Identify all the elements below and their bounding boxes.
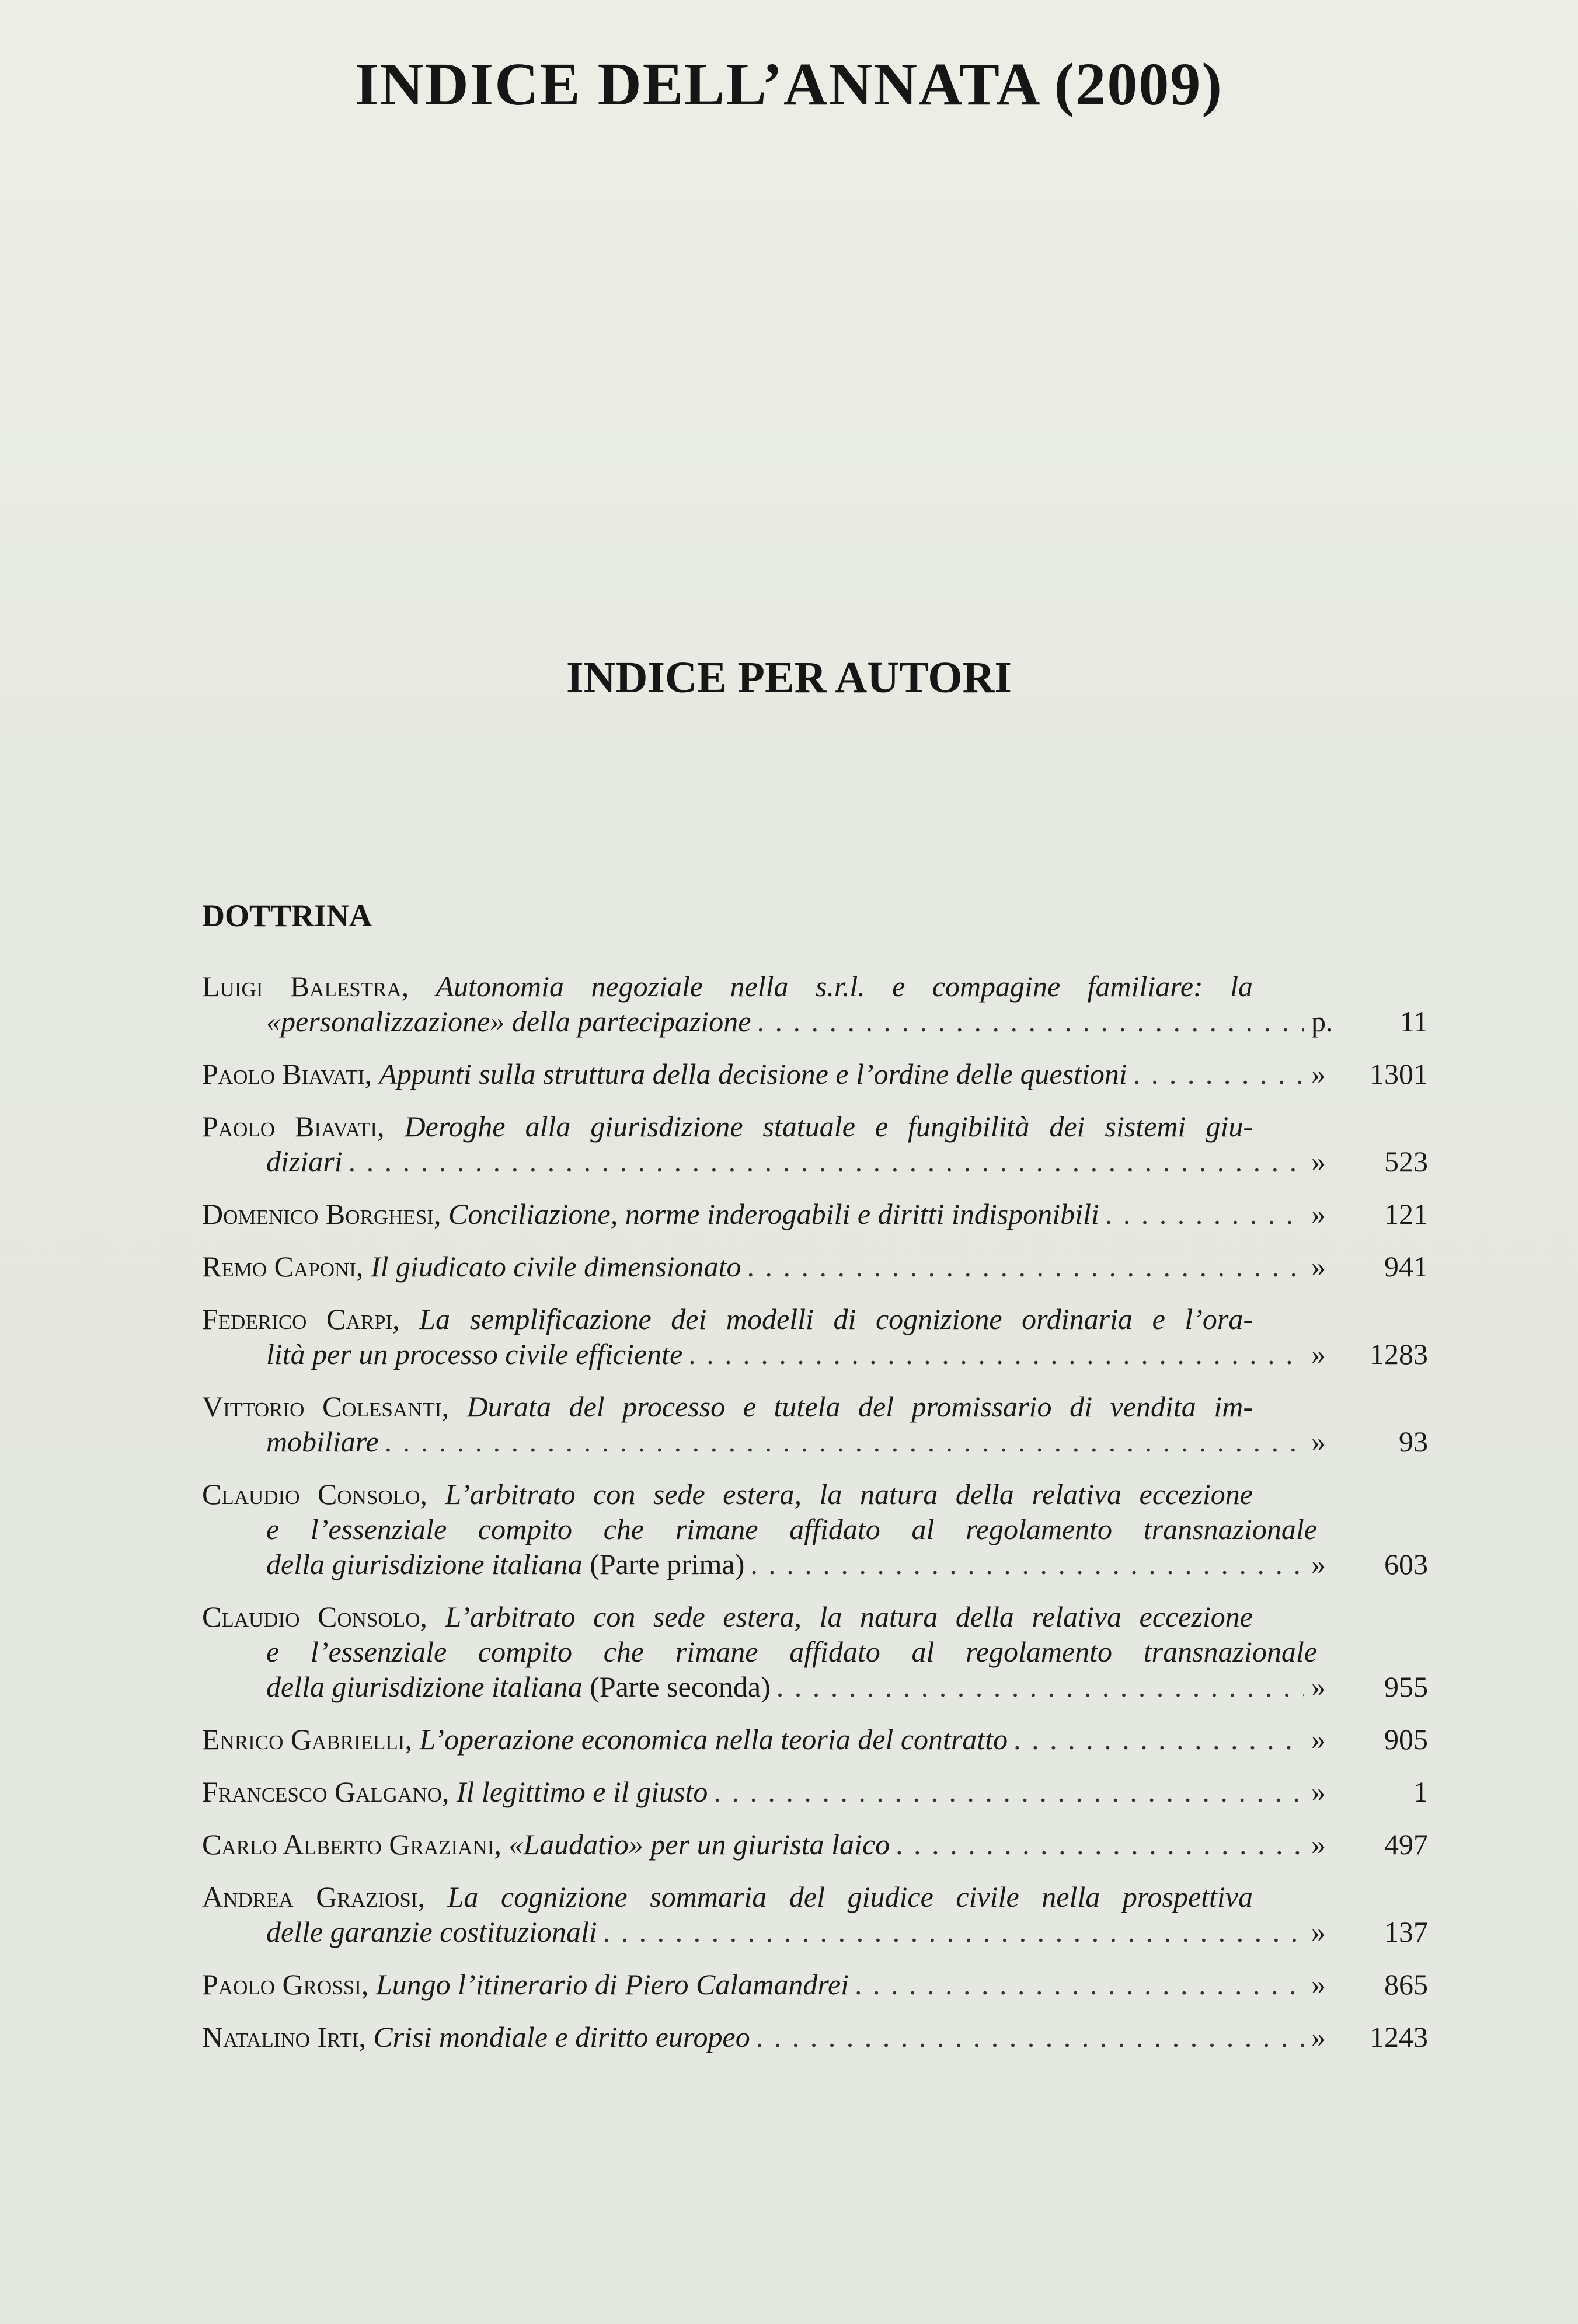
page-number: 941 <box>1384 1250 1428 1283</box>
page-marker: » <box>1311 1670 1326 1703</box>
page-marker: » <box>1311 1968 1326 2001</box>
entry-author: Claudio Consolo, <box>202 1478 427 1510</box>
page-number: 121 <box>1384 1198 1428 1230</box>
entry-author: Carlo Alberto Graziani, <box>202 1828 501 1861</box>
page-number: 1301 <box>1370 1058 1428 1090</box>
entry-line <box>202 1477 1253 1512</box>
page-marker: » <box>1311 1775 1326 1808</box>
entry-author: Francesco Galgano, <box>202 1775 450 1808</box>
page-marker: » <box>1311 2021 1326 2053</box>
entry-title: L’operazione economica nella teoria del contratto <box>419 1723 1008 1756</box>
entry-author: Vittorio Colesanti, <box>202 1390 449 1423</box>
entry-line <box>202 1337 1428 1372</box>
entry-title: Appunti sulla struttura della decisione e l’ordine delle questioni <box>379 1058 1127 1090</box>
entry-title: La semplificazione dei modelli di cognizione ordinaria e l’ora- <box>419 1303 1253 1335</box>
entry-line <box>202 1599 1253 1634</box>
entry-title: della giurisdizione italiana <box>266 1548 583 1580</box>
entry-author: Paolo Grossi, <box>202 1968 369 2001</box>
entry-line <box>202 1301 1253 1337</box>
entry-title: e l’essenziale compito che rimane affidato al regolamento transnazionale <box>266 1635 1317 1668</box>
index-entries <box>202 969 1428 2072</box>
index-entry <box>202 1967 1428 2002</box>
section-title: INDICE PER AUTORI <box>566 653 1012 702</box>
index-entry <box>202 1599 1428 1704</box>
page-number: 93 <box>1399 1425 1428 1458</box>
page-marker: » <box>1311 1915 1326 1948</box>
entry-line <box>202 1634 1317 1669</box>
entry-title: Durata del processo e tutela del promissario di vendita im- <box>466 1390 1253 1423</box>
entry-title: diziari <box>266 1145 343 1178</box>
dot-leader <box>750 1547 1304 1582</box>
dot-leader <box>385 1424 1304 1459</box>
page-number: 905 <box>1384 1723 1428 1756</box>
entry-title: Autonomia negoziale nella s.r.l. e compagine familiare: la <box>436 970 1253 1003</box>
page-marker: » <box>1311 1145 1326 1178</box>
entry-line <box>202 1914 1428 1949</box>
page-number: 865 <box>1384 1968 1428 2001</box>
entry-line <box>202 1144 1428 1179</box>
entry-author: Remo Caponi, <box>202 1250 364 1283</box>
page-marker: » <box>1311 1548 1326 1580</box>
entry-title: Il giudicato civile dimensionato <box>370 1250 741 1283</box>
entry-line <box>202 1722 1428 1757</box>
dot-leader <box>603 1914 1304 1949</box>
entry-title: «Laudatio» per un giurista laico <box>508 1828 890 1861</box>
index-entry <box>202 1109 1428 1179</box>
page-number: 1243 <box>1370 2021 1428 2053</box>
page-number: 497 <box>1384 1828 1428 1861</box>
entry-line <box>202 969 1253 1004</box>
entry-line <box>202 1827 1428 1862</box>
entry-line <box>202 1512 1317 1547</box>
entry-line <box>202 1249 1428 1284</box>
index-entry <box>202 1196 1428 1231</box>
index-entry <box>202 969 1428 1039</box>
entry-line <box>202 1424 1428 1459</box>
page-number: 1283 <box>1370 1338 1428 1370</box>
entry-title: delle garanzie costituzionali <box>266 1915 597 1948</box>
dot-leader <box>855 1967 1304 2002</box>
entry-author: Domenico Borghesi, <box>202 1198 441 1230</box>
entry-note: (Parte seconda) <box>590 1670 771 1703</box>
entry-author: Paolo Biavati, <box>202 1058 372 1090</box>
entry-title: «personalizzazione» della partecipazione <box>266 1005 751 1038</box>
entry-author: Luigi Balestra, <box>202 970 409 1003</box>
page-marker: p. <box>1311 1005 1333 1038</box>
dot-leader <box>688 1337 1304 1372</box>
index-entry <box>202 1477 1428 1582</box>
entry-title: Crisi mondiale e diritto europeo <box>373 2021 750 2053</box>
index-entry <box>202 1389 1428 1459</box>
entry-line <box>202 1967 1428 2002</box>
dot-leader <box>1105 1196 1304 1231</box>
page-marker: » <box>1311 1425 1326 1458</box>
entry-line <box>202 1547 1428 1582</box>
page-marker: » <box>1311 1723 1326 1756</box>
entry-line <box>202 1196 1428 1231</box>
page-number: 523 <box>1384 1145 1428 1178</box>
entry-title: e l’essenziale compito che rimane affidato al regolamento transnazionale <box>266 1513 1317 1545</box>
page-marker: » <box>1311 1828 1326 1861</box>
page-number: 955 <box>1384 1670 1428 1703</box>
index-entry <box>202 1056 1428 1091</box>
index-entry <box>202 1301 1428 1372</box>
dot-leader <box>896 1827 1304 1862</box>
entry-author: Federico Carpi, <box>202 1303 400 1335</box>
entry-line <box>202 1879 1253 1914</box>
dot-leader <box>713 1774 1304 1809</box>
entry-author: Enrico Gabrielli, <box>202 1723 412 1756</box>
page-title: INDICE DELL’ANNATA (2009) <box>355 51 1223 118</box>
entry-line <box>202 1389 1253 1424</box>
dot-leader <box>1013 1722 1304 1757</box>
dot-leader <box>756 2019 1304 2054</box>
category-heading: DOTTRINA <box>202 898 372 933</box>
entry-title: Conciliazione, norme inderogabili e diritti indisponibili <box>448 1198 1099 1230</box>
show-through-text <box>362 134 369 166</box>
index-entry <box>202 1722 1428 1757</box>
page-number: 603 <box>1384 1548 1428 1580</box>
entry-note: (Parte prima) <box>590 1548 745 1580</box>
entry-line <box>202 1669 1428 1704</box>
entry-title: lità per un processo civile efficiente <box>266 1338 683 1370</box>
index-entry <box>202 2019 1428 2054</box>
entry-title: L’arbitrato con sede estera, la natura della relativa eccezione <box>445 1478 1253 1510</box>
page-number: 137 <box>1384 1915 1428 1948</box>
entry-title: della giurisdizione italiana <box>266 1670 583 1703</box>
dot-leader <box>757 1004 1305 1039</box>
index-entry <box>202 1774 1428 1809</box>
index-entry <box>202 1249 1428 1284</box>
page-number: 11 <box>1399 1005 1428 1038</box>
entry-line <box>202 1004 1428 1039</box>
entry-title: L’arbitrato con sede estera, la natura della relativa eccezione <box>445 1600 1253 1633</box>
page-marker: » <box>1311 1058 1326 1090</box>
entry-title: Lungo l’itinerario di Piero Calamandrei <box>375 1968 849 2001</box>
entry-author: Claudio Consolo, <box>202 1600 427 1633</box>
entry-title: mobiliare <box>266 1425 379 1458</box>
dot-leader <box>776 1669 1304 1704</box>
entry-line <box>202 1109 1253 1144</box>
entry-author: Paolo Biavati, <box>202 1110 385 1143</box>
entry-title: La cognizione sommaria del giudice civile nella prospettiva <box>447 1880 1253 1913</box>
entry-line <box>202 1774 1428 1809</box>
entry-title: Il legittimo e il giusto <box>456 1775 708 1808</box>
page-marker: » <box>1311 1250 1326 1283</box>
index-entry <box>202 1879 1428 1949</box>
page-marker: » <box>1311 1198 1326 1230</box>
page-number: 1 <box>1413 1775 1428 1808</box>
entry-line <box>202 1056 1428 1091</box>
entry-line <box>202 2019 1428 2054</box>
entry-author: Natalino Irti, <box>202 2021 366 2053</box>
dot-leader <box>349 1144 1304 1179</box>
entry-title: Deroghe alla giurisdizione statuale e fungibilità dei sistemi giu- <box>404 1110 1253 1143</box>
dot-leader <box>1133 1056 1304 1091</box>
dot-leader <box>747 1249 1304 1284</box>
entry-author: Andrea Graziosi, <box>202 1880 425 1913</box>
page-marker: » <box>1311 1338 1326 1370</box>
index-entry <box>202 1827 1428 1862</box>
